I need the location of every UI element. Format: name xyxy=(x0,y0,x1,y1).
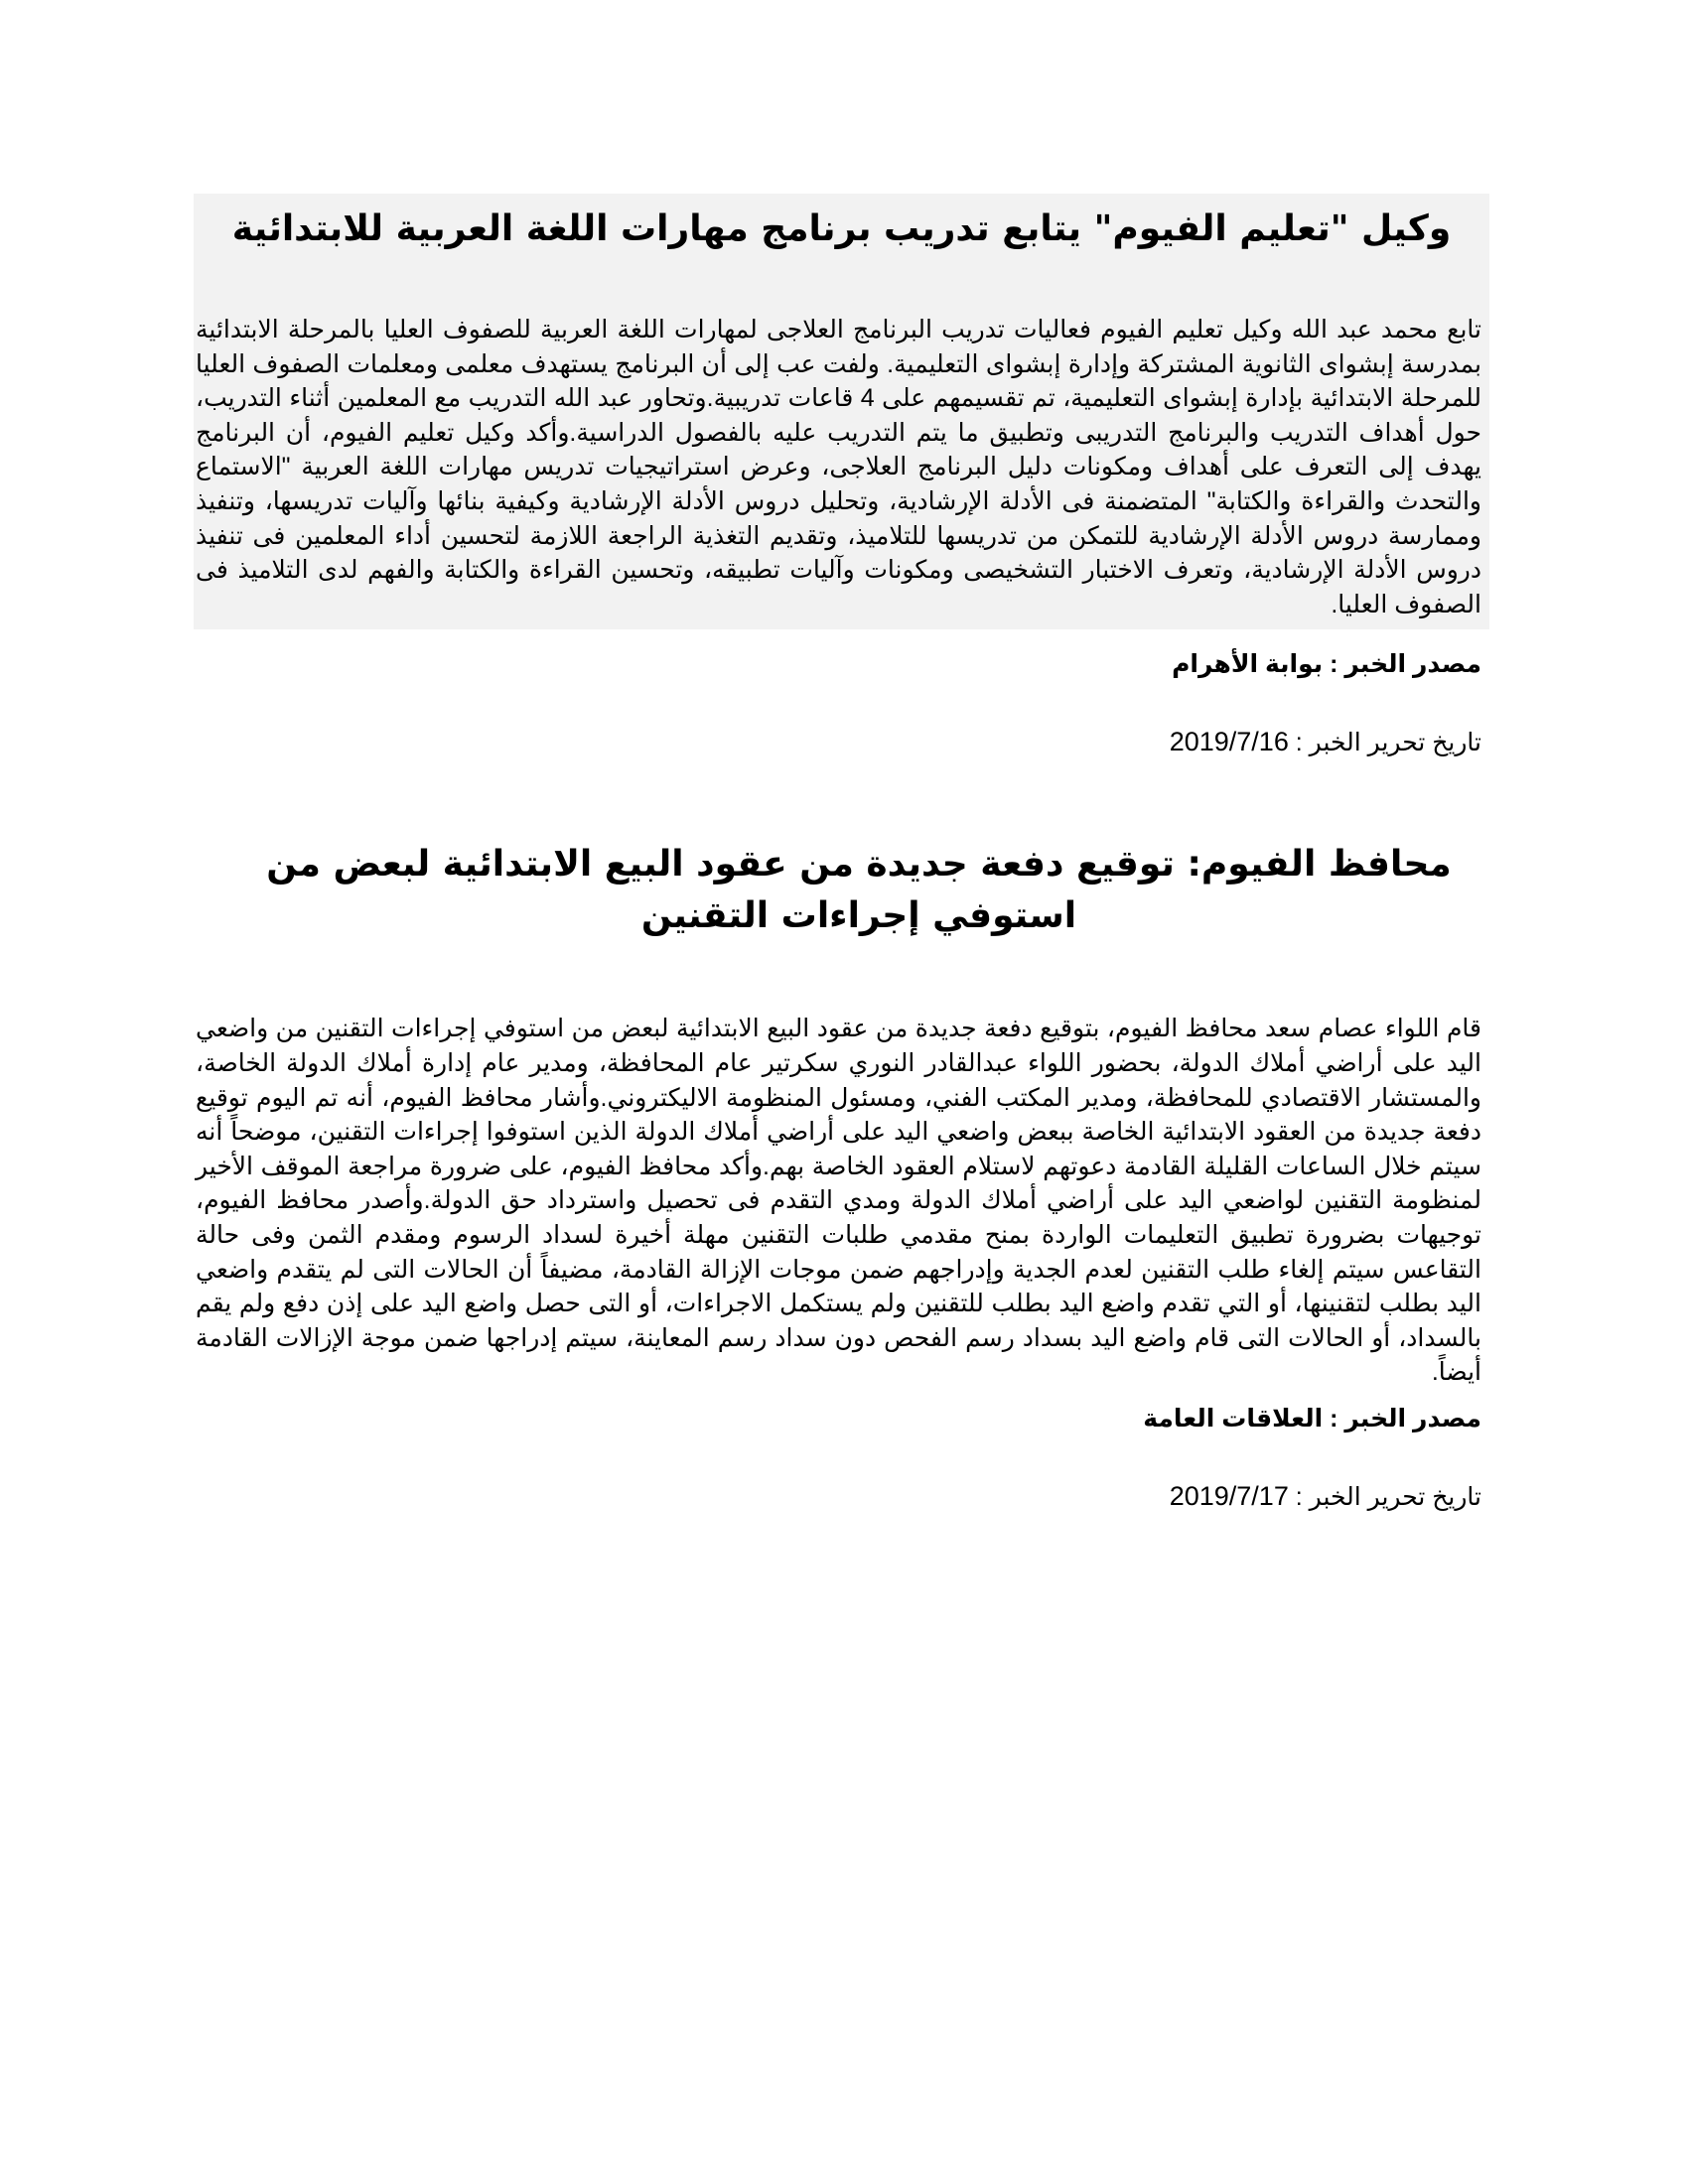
article-2-date xyxy=(194,1479,1489,1514)
article-1-date-label: تاريخ تحرير الخبر : xyxy=(1288,729,1481,757)
article-1 xyxy=(194,194,1489,629)
article-2-date-value: 2019/7/17 xyxy=(1169,1480,1289,1511)
article-2-date-label: تاريخ تحرير الخبر : xyxy=(1288,1482,1481,1511)
article-1-source: مصدر الخبر : بوابة الأهرام xyxy=(1172,650,1481,679)
article-2-body: قام اللواء عصام سعد محافظ الفيوم، بتوقيع دفعة جديدة من عقود البيع الابتدائية لبعض من استوفي إجراءات التقنين من واضعي اليد على أراضي أملاك الدولة، بحضور اللواء عبدالقادر النوري سكرتير عام المحافظة، ومدير عام إدارة أملاك الدولة الخاصة، والمستشار الاقتصادي للمحافظة، ومدير المكتب الفني، ومسئول المنظومة الاليكتروني.وأشار محافظ الفيوم، أنه تم اليوم توقيع دفعة جديدة من العقود الابتدائية الخاصة ببعض واضعي اليد على أراضي أملاك الدولة الذين استوفوا إجراءات التقنين، موضحاً أنه سيتم خلال الساعات القليلة القادمة دعوتهم لاستلام العقود الخاصة بهم.وأكد محافظ الفيوم، على ضرورة مراجعة الموقف الأخير لمنظومة التقنين لواضعي اليد على أراضي أملاك الدولة ومدي التقدم فى تحصيل واسترداد حق الدولة.وأصدر محافظ الفيوم، توجيهات بضرورة تطبيق التعليمات الواردة بمنح مقدمي طلبات التقنين مهلة أخيرة لسداد الرسوم ومقدم الثمن وفى حالة التقاعس سيتم إلغاء طلب التقنين لعدم الجدية وإدراجهم ضمن موجات الإزالة القادمة، مضيفاً أن الحالات التى لم يتقدم واضعي اليد بطلب لتقنينها، أو التي تقدم واضع اليد بطلب للتقنين ولم يستكمل الاجراءات، أو التى حصل واضع اليد على إذن دفع ولم يقم بالسداد، أو الحالات التى قام واضع اليد بسداد رسم الفحص دون سداد رسم المعاينة، سيتم إدراجها ضمن موجة الإزالات القادمة أيضاً. xyxy=(196,1015,1482,1387)
article-1-headline: وكيل "تعليم الفيوم" يتابع تدريب برنامج مهارات اللغة العربية للابتدائية xyxy=(231,208,1452,249)
document-page xyxy=(194,194,1489,1514)
article-2-headline: محافظ الفيوم: توقيع دفعة جديدة من عقود البيع الابتدائية لبعض من استوفي إجراءات التقنين xyxy=(266,844,1452,937)
article-1-date xyxy=(194,725,1489,759)
article-2-source: مصدر الخبر : العلاقات العامة xyxy=(1143,1404,1481,1433)
article-1-date-value: 2019/7/16 xyxy=(1169,727,1289,757)
article-1-body: تابع محمد عبد الله وكيل تعليم الفيوم فعاليات تدريب البرنامج العلاجى لمهارات اللغة العربية للصفوف العليا بالمرحلة الابتدائية بمدرسة إبشواى الثانوية المشتركة وإدارة إبشواى التعليمية. ولفت عب إلى أن البرنامج يستهدف معلمى ومعلمات الصفوف العليا للمرحلة الابتدائية بإدارة إبشواى التعليمية، تم تقسيمهم على 4 قاعات تدريبية.وتحاور عبد الله التدريب مع المعلمين أثناء التدريب، حول أهداف التدريب والبرنامج التدريبى وتطبيق ما يتم التدريب عليه بالفصول الدراسية.وأكد وكيل تعليم الفيوم، أن البرنامج يهدف إلى التعرف على أهداف ومكونات دليل البرنامج العلاجى، وعرض استراتيجيات تدريس مهارات اللغة العربية "الاستماع والتحدث والقراءة والكتابة" المتضمنة فى الأدلة الإرشادية، وتحليل دروس الأدلة الإرشادية وكيفية بنائها وآليات تدريسها، وتنفيذ وممارسة دروس الأدلة الإرشادية للتمكن من تدريسها للتلاميذ، وتقديم التغذية الراجعة اللازمة لتحسين أداء المعلمين فى تنفيذ دروس الأدلة الإرشادية، وتعرف الاختبار التشخيصى ومكونات وآليات تطبيقه، وتحسين القراءة والكتابة والفهم لدى التلاميذ فى الصفوف العليا. xyxy=(196,316,1481,618)
article-2 xyxy=(194,839,1489,1390)
